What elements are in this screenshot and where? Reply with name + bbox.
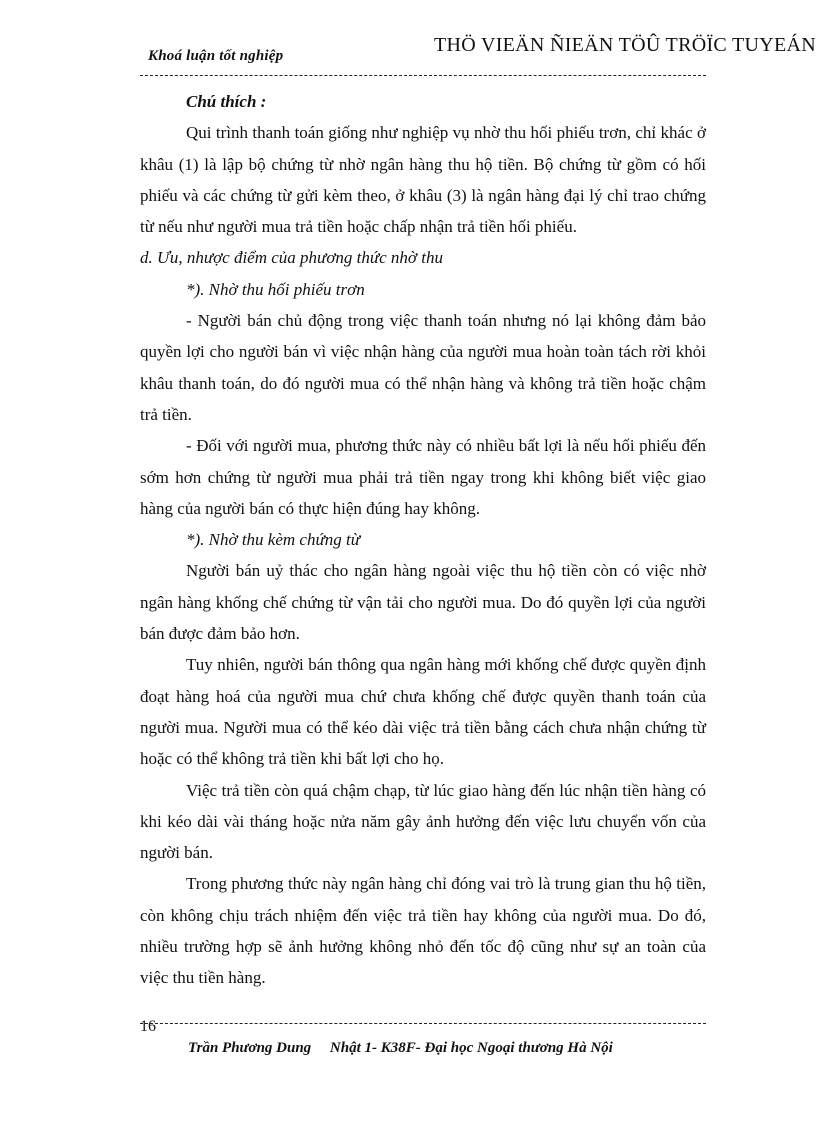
paragraph: - Đối với người mua, phương thức này có nhiều bất lợi là nếu hối phiếu đến sớm hơn chứng từ người mua phải trả tiền ngay trong khi không biết việc giao hàng của người bán có thực hiện đúng hay không. xyxy=(140,436,706,518)
subsection-heading: *). Nhờ thu hối phiếu trơn xyxy=(186,279,365,299)
header-library-name: THÖ VIEÄN ÑIEÄN TÖÛ TRÖÏC TUYEÁN xyxy=(434,34,816,56)
note-label: Chú thích : xyxy=(186,92,267,111)
page-number: 16 xyxy=(140,1018,156,1035)
paragraph: - Người bán chủ động trong việc thanh toán nhưng nó lại không đảm bảo quyền lợi cho người bán vì việc nhận hàng của người mua hoàn toàn tách rời khỏi khâu thanh toán, do đó người mua có thể nhận hàng và không trả tiền hoặc chậm trả tiền. xyxy=(140,311,706,424)
paragraph: Qui trình thanh toán giống như nghiệp vụ nhờ thu hối phiếu trơn, chỉ khác ở khâu (1) là lập bộ chứng từ nhờ ngân hàng thu hộ tiền. Bộ chứng từ gồm có hối phiếu và các chứng từ gửi kèm theo, ở khâu (3) là ngân hàng đại lý chỉ trao chứng từ nếu như người mua trả tiền hoặc chấp nhận trả tiền hối phiếu. xyxy=(140,123,706,237)
subsection-heading: *). Nhờ thu kèm chứng từ xyxy=(186,530,360,550)
footer-divider xyxy=(140,1023,706,1024)
page-body xyxy=(140,86,706,994)
paragraph: Người bán uỷ thác cho ngân hàng ngoài việc thu hộ tiền còn có việc nhờ ngân hàng khống chế chứng từ vận tải cho người mua. Do đó quyền lợi của người bán được đảm bảo hơn. xyxy=(140,561,706,644)
paragraph: Trong phương thức này ngân hàng chỉ đóng vai trò là trung gian thu hộ tiền, còn không chịu trách nhiệm đến việc trả tiền hay không của người mua. Do đó, nhiều trường hợp sẽ ảnh hưởng không nhỏ đến tốc độ cũng như sự an toàn của việc thu tiền hàng. xyxy=(140,874,706,988)
header-thesis-title: Khoá luận tốt nghiệp xyxy=(148,48,284,64)
header-divider xyxy=(140,75,706,76)
footer-author-line: Trần Phương Dung Nhật 1- K38F- Đại học Ngoại thương Hà Nội xyxy=(188,1040,613,1056)
paragraph: Việc trả tiền còn quá chậm chạp, từ lúc giao hàng đến lúc nhận tiền hàng có khi kéo dài vài tháng hoặc nửa năm gây ảnh hưởng đến việc lưu chuyển vốn của người bán. xyxy=(140,780,706,863)
section-heading: d. Ưu, nhược điểm của phương thức nhờ thu xyxy=(140,248,443,268)
paragraph: Tuy nhiên, người bán thông qua ngân hàng mới khống chế được quyền định đoạt hàng hoá của người mua chứ chưa khống chế được quyền thanh toán của người mua. Người mua có thể kéo dài việc trả tiền bằng cách chưa nhận chứng từ hoặc có thể không trả tiền khi bất lợi cho họ. xyxy=(140,655,706,769)
